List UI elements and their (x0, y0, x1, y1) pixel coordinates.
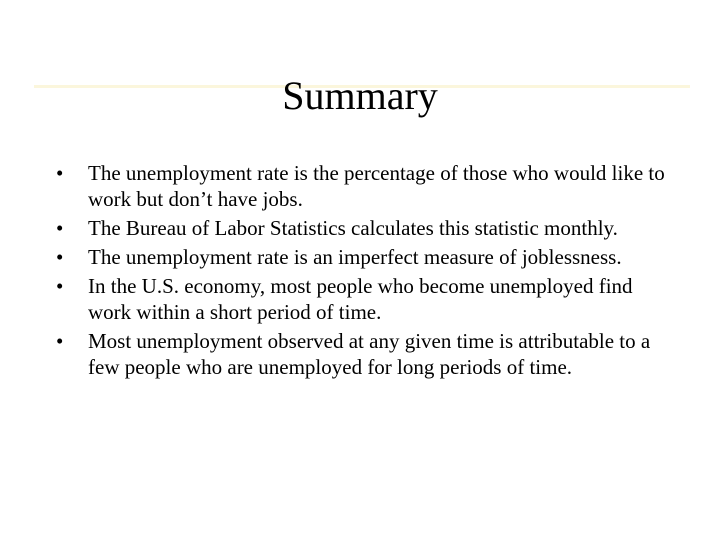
bullet-icon: • (56, 161, 64, 185)
bullet-icon: • (56, 329, 64, 353)
bullet-text: The unemployment rate is an imperfect measure of joblessness. (88, 245, 622, 269)
bullet-text: The Bureau of Labor Statistics calculates this statistic monthly. (88, 216, 618, 240)
bullet-text: Most unemployment observed at any given time is attributable to a few people who are unemployed for long periods of time. (88, 329, 651, 379)
bullet-icon: • (56, 216, 64, 240)
bullet-text: The unemployment rate is the percentage of those who would like to work but don’t have jobs. (88, 161, 665, 211)
bullet-item (54, 244, 674, 270)
slide-title-text: Summary (282, 73, 438, 118)
bullet-item (54, 215, 674, 241)
slide-title (0, 72, 720, 120)
bullet-text: In the U.S. economy, most people who become unemployed find work within a short period of time. (88, 274, 633, 324)
bullet-icon: • (56, 274, 64, 298)
bullet-item (54, 160, 674, 212)
bullet-item (54, 328, 674, 380)
bullet-icon: • (56, 245, 64, 269)
bullet-list (54, 160, 674, 383)
bullet-item (54, 273, 674, 325)
